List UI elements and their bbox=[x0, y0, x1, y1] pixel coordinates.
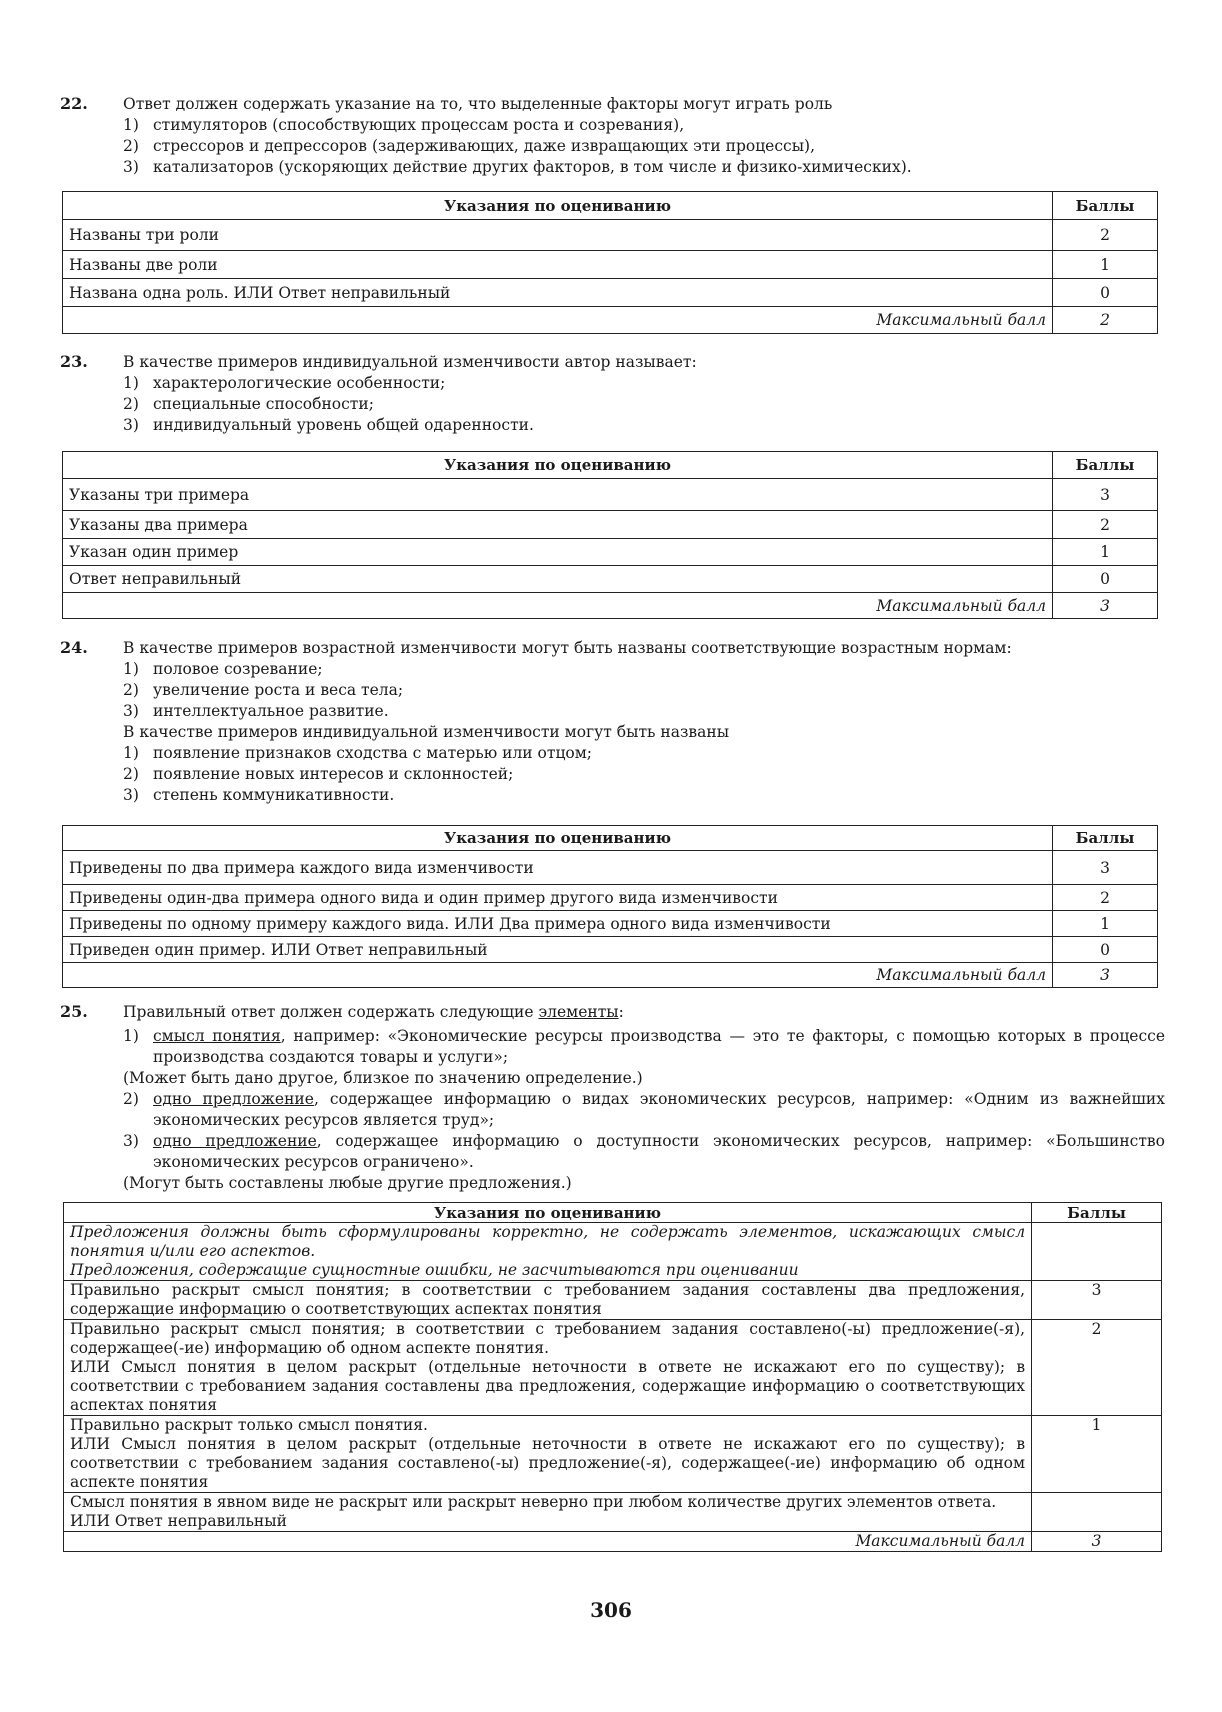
table-row bbox=[63, 279, 1158, 307]
question-23 bbox=[60, 352, 1165, 436]
max-score-label: Максимальный балл bbox=[63, 307, 1053, 334]
table-row bbox=[64, 1281, 1162, 1320]
question-intro: В качестве примеров индивидуальной изменчивости автор называет: bbox=[123, 353, 697, 371]
scoring-table-23 bbox=[62, 451, 1158, 619]
page-number: 306 bbox=[590, 1598, 632, 1622]
instruction-row bbox=[64, 1223, 1162, 1281]
table-row bbox=[63, 220, 1158, 251]
question-intro: Ответ должен содержать указание на то, что выделенные факторы могут играть роль bbox=[123, 95, 833, 113]
scoring-table-25 bbox=[63, 1202, 1162, 1552]
criteria-cell: Указаны два примера bbox=[63, 511, 1053, 539]
table-row bbox=[63, 479, 1158, 511]
question-intro: В качестве примеров возрастной изменчивости могут быть названы соответствующие возрастным нормам: bbox=[123, 639, 1012, 657]
list-item: 2) появление новых интересов и склонностей; bbox=[123, 765, 514, 783]
list-item: 3) индивидуальный уровень общей одаренности. bbox=[123, 416, 534, 434]
points-cell: 2 bbox=[1053, 220, 1158, 251]
list-item: 1) характерологические особенности; bbox=[123, 374, 446, 392]
table-row bbox=[64, 1416, 1162, 1493]
max-score-value: 2 bbox=[1053, 307, 1158, 334]
criteria-cell: Указаны три примера bbox=[63, 479, 1053, 511]
points-cell bbox=[1032, 1223, 1162, 1281]
criteria-cell: Приведен один пример. ИЛИ Ответ неправильный bbox=[63, 937, 1053, 963]
question-number: 22. bbox=[60, 94, 88, 113]
points-cell: 0 bbox=[1053, 937, 1158, 963]
points-cell: 3 bbox=[1053, 851, 1158, 885]
max-score-value: 3 bbox=[1053, 593, 1158, 619]
max-score-label: Максимальный балл bbox=[64, 1532, 1032, 1552]
header-criteria: Указания по оцениванию bbox=[63, 826, 1053, 851]
list-item: 2) стрессоров и депрессоров (задерживающих, даже извращающих эти процессы), bbox=[123, 137, 816, 155]
header-criteria: Указания по оцениванию bbox=[64, 1203, 1032, 1223]
question-number: 25. bbox=[60, 1002, 88, 1021]
question-intro: Правильный ответ должен содержать следующие элементы: bbox=[123, 1003, 624, 1021]
max-score-row bbox=[64, 1532, 1162, 1552]
criteria-cell: Приведены по одному примеру каждого вида. ИЛИ Два примера одного вида изменчивости bbox=[63, 911, 1053, 937]
table-row bbox=[64, 1320, 1162, 1416]
points-cell: 3 bbox=[1053, 479, 1158, 511]
table-row bbox=[63, 851, 1158, 885]
note: (Могут быть составлены любые другие предложения.) bbox=[123, 1174, 572, 1192]
header-criteria: Указания по оцениванию bbox=[63, 452, 1053, 479]
max-score-row bbox=[63, 307, 1158, 334]
max-score-label: Максимальный балл bbox=[63, 963, 1053, 988]
criteria-cell: Приведены один-два примера одного вида и один пример другого вида изменчивости bbox=[63, 885, 1053, 911]
header-points: Баллы bbox=[1032, 1203, 1162, 1223]
max-score-value: 3 bbox=[1053, 963, 1158, 988]
question-22 bbox=[60, 94, 1165, 178]
points-cell: 2 bbox=[1032, 1320, 1162, 1416]
header-points: Баллы bbox=[1053, 452, 1158, 479]
question-number: 23. bbox=[60, 352, 88, 371]
list-item: 1) появление признаков сходства с матерью или отцом; bbox=[123, 744, 593, 762]
points-cell: 2 bbox=[1053, 885, 1158, 911]
criteria-cell: Приведены по два примера каждого вида изменчивости bbox=[63, 851, 1053, 885]
table-row bbox=[63, 511, 1158, 539]
criteria-cell: Смысл понятия в явном виде не раскрыт или раскрыт неверно при любом количестве других элементов ответа. ИЛИ Ответ неправильный bbox=[64, 1493, 1032, 1532]
list-item: 1) стимуляторов (способствующих процессам роста и созревания), bbox=[123, 116, 685, 134]
list-item: 3) одно предложение, содержащее информацию о доступности экономических ресурсов, например: «Большинство экономических ресурсов ограничено». bbox=[123, 1132, 1165, 1171]
instruction-cell: Предложения должны быть сформулированы корректно, не содержать элементов, искажающих смысл понятия и/или его аспектов. Предложения, содержащие сущностные ошибки, не засчитываются при оценивании bbox=[64, 1223, 1032, 1281]
list-item: 3) степень коммуникативности. bbox=[123, 786, 395, 804]
scoring-table-24 bbox=[62, 825, 1158, 988]
table-row bbox=[63, 251, 1158, 279]
question-25 bbox=[60, 1002, 1165, 1194]
points-cell: 1 bbox=[1053, 539, 1158, 566]
list-item: 2) одно предложение, содержащее информацию о видах экономических ресурсов, например: «Одним из важнейших экономических ресурсов является труд»; bbox=[123, 1090, 1165, 1129]
list-item: 3) катализаторов (ускоряющих действие других факторов, в том числе и физико-химических). bbox=[123, 158, 912, 176]
max-score-row bbox=[63, 593, 1158, 619]
table-row bbox=[63, 885, 1158, 911]
table-header-row bbox=[63, 192, 1158, 220]
list-item: 2) специальные способности; bbox=[123, 395, 374, 413]
question-intro-2: В качестве примеров индивидуальной изменчивости могут быть названы bbox=[123, 723, 730, 741]
points-cell: 0 bbox=[1053, 566, 1158, 593]
table-header-row bbox=[63, 826, 1158, 851]
table-row bbox=[63, 911, 1158, 937]
question-number: 24. bbox=[60, 638, 88, 657]
criteria-cell: Правильно раскрыт смысл понятия; в соответствии с требованием задания составлены два предложения, содержащие информацию о соответствующих аспектах понятия bbox=[64, 1281, 1032, 1320]
scoring-table-22 bbox=[62, 191, 1158, 334]
max-score-value: 3 bbox=[1032, 1532, 1162, 1552]
table-header-row bbox=[64, 1203, 1162, 1223]
points-cell: 1 bbox=[1032, 1416, 1162, 1493]
criteria-cell: Ответ неправильный bbox=[63, 566, 1053, 593]
list-item: 3) интеллектуальное развитие. bbox=[123, 702, 389, 720]
table-row bbox=[63, 566, 1158, 593]
points-cell: 1 bbox=[1053, 911, 1158, 937]
header-points: Баллы bbox=[1053, 192, 1158, 220]
max-score-label: Максимальный балл bbox=[63, 593, 1053, 619]
points-cell: 1 bbox=[1053, 251, 1158, 279]
criteria-cell: Названа одна роль. ИЛИ Ответ неправильный bbox=[63, 279, 1053, 307]
list-item: 1) смысл понятия, например: «Экономические ресурсы производства — это те факторы, с помощью которых в процессе производства создаются товары и услуги»; bbox=[123, 1027, 1166, 1066]
table-row bbox=[63, 937, 1158, 963]
table-row bbox=[63, 539, 1158, 566]
header-criteria: Указания по оцениванию bbox=[63, 192, 1053, 220]
list-item: 2) увеличение роста и веса тела; bbox=[123, 681, 404, 699]
list-item: 1) половое созревание; bbox=[123, 660, 323, 678]
points-cell: 3 bbox=[1032, 1281, 1162, 1320]
criteria-cell: Названы три роли bbox=[63, 220, 1053, 251]
criteria-cell: Правильно раскрыт только смысл понятия. ИЛИ Смысл понятия в целом раскрыт (отдельные неточности в ответе не искажают его по существу); в соответствии с требованием задания составлено(-ы) предложение(-я), содержащее(-ие) информацию об одном аспекте понятия bbox=[64, 1416, 1032, 1493]
points-cell: 0 bbox=[1053, 279, 1158, 307]
question-24 bbox=[60, 638, 1165, 806]
max-score-row bbox=[63, 963, 1158, 988]
table-header-row bbox=[63, 452, 1158, 479]
header-points: Баллы bbox=[1053, 826, 1158, 851]
note: (Может быть дано другое, близкое по значению определение.) bbox=[123, 1069, 643, 1087]
points-cell bbox=[1032, 1493, 1162, 1532]
criteria-cell: Правильно раскрыт смысл понятия; в соответствии с требованием задания составлено(-ы) предложение(-я), содержащее(-ие) информацию об одном аспекте понятия. ИЛИ Смысл понятия в целом раскрыт (отдельные неточности в ответе не искажают его по существу); в соответствии с требованием задания составлены два предложения, содержащие информацию о соответствующих аспектах понятия bbox=[64, 1320, 1032, 1416]
criteria-cell: Названы две роли bbox=[63, 251, 1053, 279]
table-row bbox=[64, 1493, 1162, 1532]
points-cell: 2 bbox=[1053, 511, 1158, 539]
criteria-cell: Указан один пример bbox=[63, 539, 1053, 566]
